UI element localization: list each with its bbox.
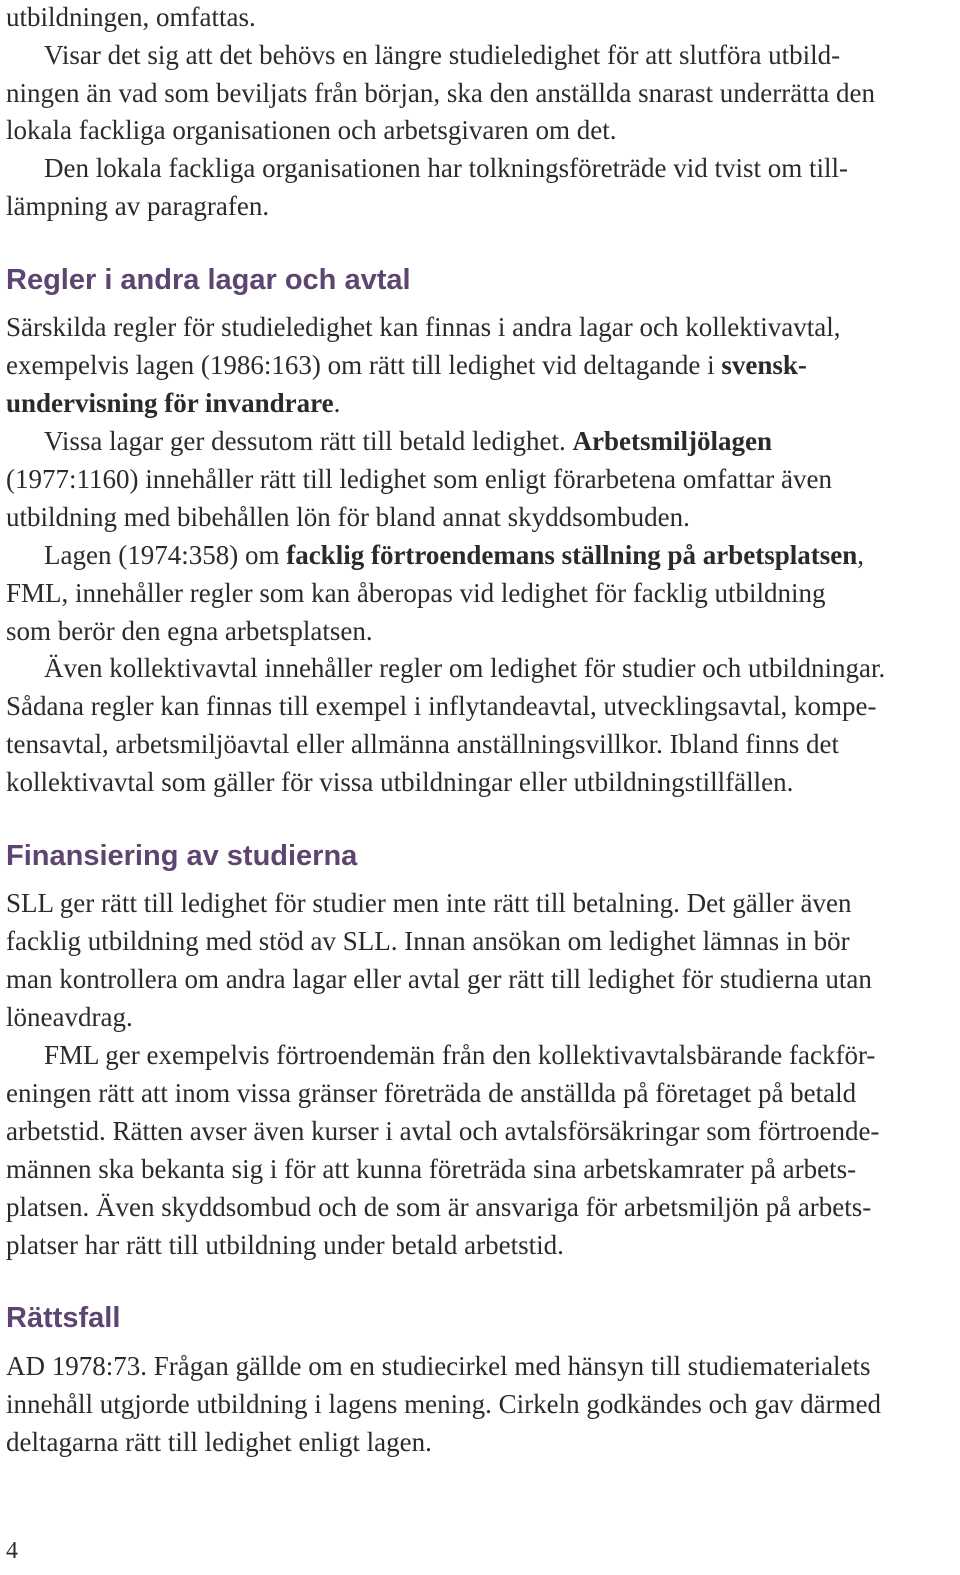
body-line: platsen. Även skyddsombud och de som är ansvariga för arbetsmiljön på arbets-	[6, 1192, 872, 1222]
body-line: männen ska bekanta sig i för att kunna företräda sina arbetskamrater på arbets-	[6, 1154, 857, 1184]
section-heading-rattsfall: Rättsfall	[6, 1302, 121, 1334]
body-line: utbildningen, omfattas.	[6, 2, 256, 32]
body-text: Vissa lagar ger dessutom rätt till betald ledighet.	[44, 426, 573, 456]
body-line: innehåll utgjorde utbildning i lagens mening. Cirkeln godkändes och gav därmed	[6, 1389, 882, 1419]
body-line: FML ger exempelvis förtroendemän från den kollektivavtalsbärande fackför-	[44, 1040, 876, 1070]
body-line	[6, 346, 807, 384]
body-line: (1977:1160) innehåller rätt till ledighet som enligt förarbetena omfattar även	[6, 464, 832, 494]
emphasis-text: undervisning för invandrare	[6, 388, 334, 418]
body-line: deltagarna rätt till ledighet enligt lagen.	[6, 1427, 432, 1457]
body-line: SLL ger rätt till ledighet för studier men inte rätt till betalning. Det gäller även	[6, 888, 852, 918]
body-line: Den lokala fackliga organisationen har tolkningsföreträde vid tvist om till-	[44, 153, 849, 183]
section-heading-finansiering: Finansiering av studierna	[6, 840, 358, 872]
body-line: Visar det sig att det behövs en längre studieledighet för att slutföra utbild-	[44, 40, 841, 70]
body-line: tensavtal, arbetsmiljöavtal eller allmänna anställningsvillkor. Ibland finns det	[6, 729, 840, 759]
body-line: kollektivavtal som gäller för vissa utbildningar eller utbildningstillfällen.	[6, 767, 794, 797]
body-text: exempelvis lagen (1986:163) om rätt till ledighet vid deltagande i	[6, 350, 722, 380]
body-line	[44, 422, 772, 460]
body-line: löneavdrag.	[6, 1002, 133, 1032]
body-line: som berör den egna arbetsplatsen.	[6, 616, 373, 646]
body-line: man kontrollera om andra lagar eller avtal ger rätt till ledighet för studierna utan	[6, 964, 872, 994]
emphasis-text: facklig förtroendemans ställning på arbetsplatsen	[286, 540, 858, 570]
body-line: Sådana regler kan finnas till exempel i inflytandeavtal, utvecklingsavtal, kompe-	[6, 691, 877, 721]
body-line: FML, innehåller regler som kan åberopas vid ledighet för facklig utbildning	[6, 578, 826, 608]
body-line: Även kollektivavtal innehåller regler om ledighet för studier och utbildningar.	[44, 653, 886, 683]
body-line: platser har rätt till utbildning under betald arbetstid.	[6, 1230, 564, 1260]
body-line: arbetstid. Rätten avser även kurser i avtal och avtalsförsäkringar som förtroende-	[6, 1116, 880, 1146]
body-line	[44, 536, 864, 574]
body-line: AD 1978:73. Frågan gällde om en studiecirkel med hänsyn till studiematerialets	[6, 1351, 871, 1381]
body-line: facklig utbildning med stöd av SLL. Innan ansökan om ledighet lämnas in bör	[6, 926, 850, 956]
body-line: lämpning av paragrafen.	[6, 191, 270, 221]
body-text: Lagen (1974:358) om	[44, 540, 287, 570]
body-line: eningen rätt att inom vissa gränser företräda de anställda på företaget på betald	[6, 1078, 857, 1108]
body-line: lokala fackliga organisationen och arbetsgivaren om det.	[6, 115, 617, 145]
body-line: ningen än vad som beviljats från början, ska den anställda snarast underrätta den	[6, 78, 875, 108]
emphasis-text: Arbetsmiljölagen	[572, 426, 772, 456]
body-line	[6, 384, 340, 422]
body-line: Särskilda regler för studieledighet kan finnas i andra lagar och kollektivavtal,	[6, 312, 841, 342]
emphasis-text: svensk-	[721, 350, 807, 380]
body-text: .	[333, 388, 341, 418]
body-line: utbildning med bibehållen lön för bland annat skyddsombuden.	[6, 502, 690, 532]
page-number: 4	[6, 1538, 18, 1564]
section-heading-regler: Regler i andra lagar och avtal	[6, 264, 411, 296]
body-text: ,	[857, 540, 864, 570]
